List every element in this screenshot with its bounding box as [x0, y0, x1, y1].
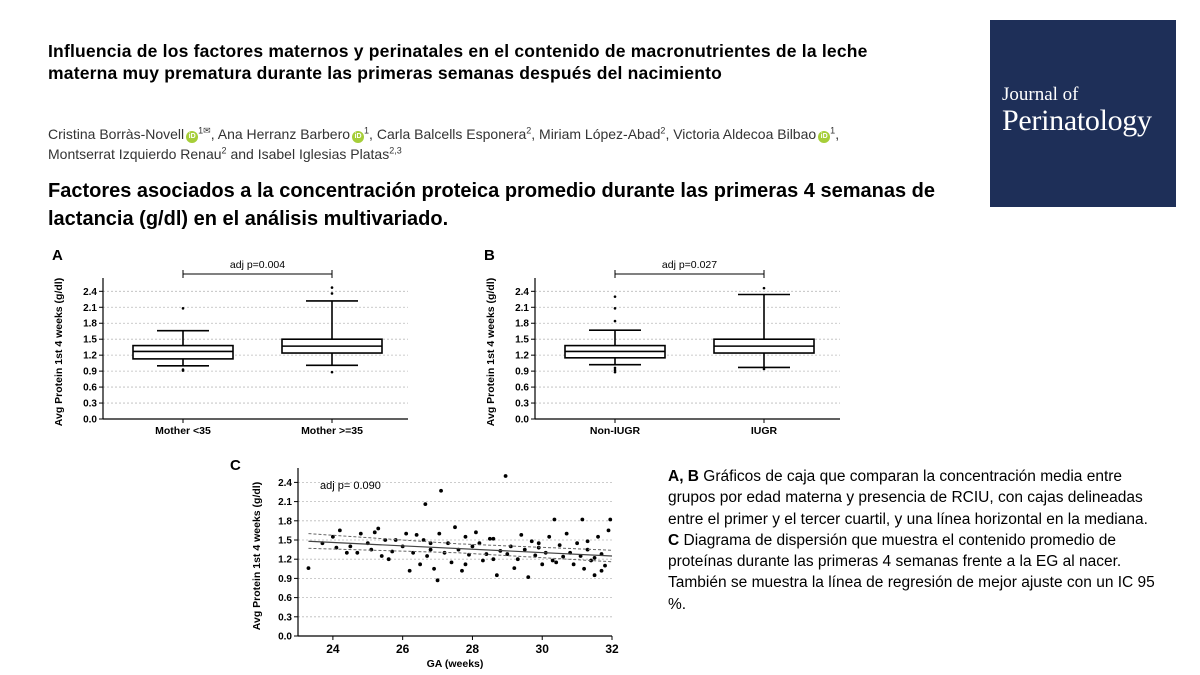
x-tick-label: Mother >=35 [301, 425, 363, 437]
author-affiliation: 1 [830, 125, 836, 136]
y-tick-label: 0.3 [515, 398, 529, 410]
author-affiliation: 2 [221, 145, 227, 156]
orcid-icon[interactable]: iD [352, 131, 364, 143]
scatter-point [474, 530, 478, 534]
scatter-point [575, 541, 579, 545]
scatter-point [593, 573, 597, 577]
ci-upper-line [308, 534, 612, 551]
scatter-point [580, 518, 584, 522]
scatter-point [415, 533, 419, 537]
scatter-point [369, 548, 373, 552]
scatter-point [348, 545, 352, 549]
panel-letter: C [230, 457, 241, 474]
panel-letter: A [52, 247, 63, 264]
scatter-point [481, 559, 485, 563]
y-tick-label: 2.4 [515, 286, 529, 298]
scatter-point [533, 553, 537, 557]
y-tick-label: 2.4 [278, 477, 292, 489]
author-name[interactable]: Ana Herranz Barbero [217, 126, 351, 142]
author-affiliation: 1 [198, 125, 204, 136]
scatter-point [439, 489, 443, 493]
y-tick-label: 0.3 [278, 612, 292, 624]
y-tick-label: 0.0 [278, 631, 292, 643]
scatter-point [429, 548, 433, 552]
y-tick-label: 1.5 [83, 334, 97, 346]
y-axis-label: Avg Protein 1st 4 weeks (g/dl) [251, 481, 263, 631]
y-tick-label: 1.8 [515, 318, 529, 330]
scatter-point [338, 529, 342, 533]
outlier-point [182, 307, 185, 310]
y-tick-label: 1.2 [515, 350, 529, 362]
scatter-point [390, 550, 394, 554]
boxplot-panel-b [480, 244, 880, 444]
scatter-point [376, 527, 380, 531]
scatter-point [582, 567, 586, 571]
scatter-point [355, 551, 359, 555]
scatter-point [537, 541, 541, 545]
scatter-point [561, 555, 565, 559]
x-tick-label: 24 [326, 642, 340, 656]
y-tick-label: 1.8 [83, 318, 97, 330]
y-tick-label: 1.8 [278, 516, 292, 528]
journal-logo [990, 20, 1176, 207]
outlier-point [614, 371, 617, 374]
scatter-point [572, 562, 576, 566]
caption-ab-text: Gráficos de caja que comparan la concentración media entre grupos por edad materna y presencia de RCIU, con cajas delineadas entre el primer y el tercer cuartil, y una línea horizontal en la mediana. [668, 468, 1148, 528]
caption-c [668, 530, 1168, 615]
scatter-point [504, 474, 508, 478]
x-axis-label: GA (weeks) [426, 658, 484, 670]
scatter-point [307, 566, 311, 570]
y-tick-label: 0.0 [515, 414, 529, 426]
author-name[interactable]: Montserrat Izquierdo Renau [48, 146, 222, 162]
y-tick-label: 0.3 [83, 398, 97, 410]
scatter-point [464, 535, 468, 539]
y-tick-label: 0.9 [83, 366, 97, 378]
scatter-point [491, 557, 495, 561]
scatter-point [408, 569, 412, 573]
scatter-point [404, 532, 408, 536]
y-tick-label: 0.9 [515, 366, 529, 378]
scatter-point [471, 545, 475, 549]
figure-heading: Factores asociados a la concentración proteica promedio durante las primeras 4 semanas de lactancia (g/dl) en el análisis multivariado. [48, 180, 936, 230]
scatter-point [423, 502, 427, 506]
caption-ab [668, 466, 1168, 530]
y-tick-label: 1.5 [515, 334, 529, 346]
scatter-point [491, 537, 495, 541]
scatter-point [432, 567, 436, 571]
author-affiliation: 2 [660, 125, 666, 136]
y-tick-label: 0.0 [83, 414, 97, 426]
boxplot-panel-a [48, 244, 448, 444]
y-tick-label: 1.5 [278, 535, 292, 547]
author-name[interactable]: Cristina Borràs-Novell [48, 126, 185, 142]
caption-c-text: Diagrama de dispersión que muestra el contenido promedio de proteínas durante las primeras 4 semanas frente a la EG al nacer. También se muestra la línea de regresión de mejor ajuste con un IC 95 %. [668, 531, 1155, 613]
scatter-point [608, 518, 612, 522]
outlier-point [763, 368, 766, 371]
panel-letter: B [484, 247, 495, 264]
orcid-icon[interactable]: iD [186, 131, 198, 143]
y-tick-label: 2.1 [278, 497, 292, 509]
caption-c-label: C [668, 531, 680, 549]
journal-logo-line1: Journal of [1002, 84, 1079, 105]
outlier-point [614, 307, 617, 310]
x-tick-label: 32 [605, 642, 619, 656]
scatter-point [558, 543, 562, 547]
scatter-point [418, 562, 422, 566]
outlier-point [331, 371, 334, 374]
scatter-point [425, 554, 429, 558]
scatter-point [453, 525, 457, 529]
outlier-point [614, 295, 617, 298]
p-value-annotation: adj p=0.027 [661, 259, 718, 271]
scatter-point [387, 557, 391, 561]
scatter-point [460, 569, 464, 573]
x-tick-label: 28 [465, 642, 480, 656]
author-affiliation: 2,3 [389, 145, 402, 156]
scatter-point [593, 556, 597, 560]
y-axis-label: Avg Protein 1st 4 weeks (g/dl) [485, 277, 497, 427]
y-tick-label: 2.1 [515, 302, 529, 314]
scatter-point [488, 537, 492, 541]
outlier-point [182, 369, 185, 372]
y-axis-label: Avg Protein 1st 4 weeks (g/dl) [53, 277, 65, 427]
outlier-point [331, 292, 334, 295]
y-tick-label: 1.2 [278, 554, 292, 566]
scatter-point [600, 569, 604, 573]
scatter-point [380, 554, 384, 558]
author-affiliation: 1 [364, 125, 370, 136]
mail-icon[interactable]: ✉ [203, 125, 211, 136]
author-name[interactable]: Isabel Iglesias Platas [257, 146, 390, 162]
author-name[interactable]: Carla Balcells Esponera [376, 126, 527, 142]
x-tick-label: Non-IUGR [589, 425, 641, 437]
y-tick-label: 2.1 [83, 302, 97, 314]
scatter-point [554, 561, 558, 565]
y-tick-label: 0.6 [515, 382, 529, 394]
article-title: Influencia de los factores maternos y perinatales en el contenido de macronutrientes de la leche materna muy prematura durante las primeras semanas después del nacimiento [48, 41, 868, 83]
author-name[interactable]: Miriam López-Abad [539, 126, 661, 142]
orcid-icon[interactable]: iD [818, 131, 830, 143]
x-tick-label: Mother <35 [155, 425, 211, 437]
scatter-point [607, 529, 611, 533]
scatter-point [437, 532, 441, 536]
outlier-point [614, 320, 617, 323]
scatter-point [586, 539, 590, 543]
y-tick-label: 0.6 [83, 382, 97, 394]
author-name[interactable]: Victoria Aldecoa Bilbao [673, 126, 817, 142]
scatter-panel-c [228, 456, 628, 670]
author-affiliation: 2 [526, 125, 532, 136]
scatter-point [530, 539, 534, 543]
figure-caption [668, 466, 1168, 615]
y-tick-label: 1.2 [83, 350, 97, 362]
y-tick-label: 2.4 [83, 286, 97, 298]
scatter-point [603, 564, 607, 568]
scatter-point [464, 562, 468, 566]
scatter-point [450, 561, 454, 565]
outlier-point [763, 287, 766, 290]
y-tick-label: 0.6 [278, 593, 292, 605]
scatter-point [596, 535, 600, 539]
scatter-point [519, 533, 523, 537]
scatter-point [553, 518, 557, 522]
journal-logo-line2: Perinatology [1002, 104, 1152, 137]
scatter-point [512, 566, 516, 570]
scatter-point [373, 530, 377, 534]
scatter-point [516, 557, 520, 561]
scatter-point [523, 548, 527, 552]
scatter-point [547, 535, 551, 539]
p-value-annotation: adj p=0.004 [229, 259, 286, 271]
scatter-point [565, 532, 569, 536]
author-list: Cristina Borràs-Novell $iD^{1✉}$, Ana Herranz Barbero $iD^1$, Carla Balcells Esponera$^2$, Miriam López-Abad$^2$, Victoria Aldecoa Bilbao $iD^1$, Montserrat Izquierdo Renau$^2$ and Isabel Iglesias Platas$^{2,3}$ [48, 125, 840, 162]
x-tick-label: IUGR [750, 425, 778, 437]
p-value-annotation: adj p= 0.090 [320, 480, 381, 492]
scatter-point [436, 578, 440, 582]
caption-ab-label: A, B [668, 468, 699, 485]
y-tick-label: 0.9 [278, 573, 292, 585]
scatter-point [345, 551, 349, 555]
x-tick-label: 26 [395, 642, 410, 656]
scatter-point [526, 575, 530, 579]
x-tick-label: 30 [535, 642, 549, 656]
scatter-point [540, 562, 544, 566]
scatter-point [359, 532, 363, 536]
scatter-point [551, 559, 555, 563]
outlier-point [331, 286, 334, 289]
scatter-point [495, 573, 499, 577]
